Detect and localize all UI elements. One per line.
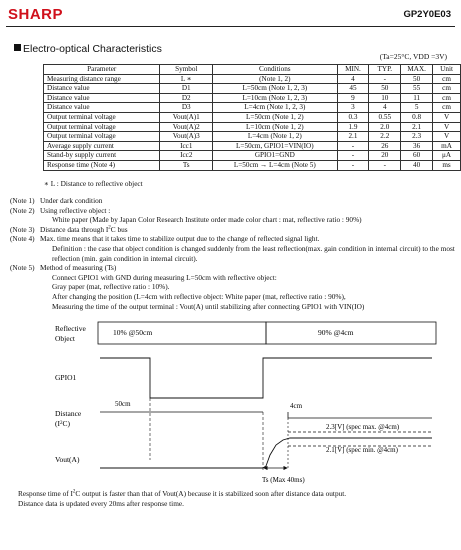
note-text: Method of measuring (Ts) bbox=[40, 263, 117, 273]
table-cell: Output terminal voltage bbox=[44, 122, 160, 132]
table-cell: 1.9 bbox=[337, 122, 369, 132]
part-number: GP2Y0E03 bbox=[403, 9, 451, 20]
note-subtext: Gray paper (mat, reflective ratio : 10%). bbox=[52, 282, 170, 292]
column-header: Parameter bbox=[44, 65, 160, 75]
column-header: MIN. bbox=[337, 65, 369, 75]
table-cell: 2.1 bbox=[337, 132, 369, 142]
superscript: 2 bbox=[60, 420, 63, 426]
table-cell: 20 bbox=[369, 151, 401, 161]
table-cell: Icc2 bbox=[160, 151, 213, 161]
table-cell: L=50cm (Note 1, 2, 3) bbox=[213, 84, 337, 94]
vout-label: Vout(A) bbox=[55, 455, 80, 464]
superscript: 2 bbox=[108, 225, 111, 231]
remark-text: Response time of I bbox=[18, 489, 73, 498]
ts-label: Ts (Max 40ms) bbox=[262, 476, 305, 484]
table-cell: D1 bbox=[160, 84, 213, 94]
distance-4cm-label: 4cm bbox=[290, 402, 303, 410]
table-cell: mA bbox=[433, 141, 461, 151]
remark-text-tail: C output is faster than that of Vout(A) because it is stabilized soon after distance data output. bbox=[75, 489, 347, 498]
reflective-object-label-2: Object bbox=[55, 334, 75, 343]
table-cell: L ∗ bbox=[160, 74, 213, 84]
note-subtext: Connect GPIO1 with GND during measuring L=50cm with reflective object: bbox=[52, 272, 277, 282]
table-cell: L=50cm, GPIO1=VIN(IO) bbox=[213, 141, 337, 151]
table-cell: 3 bbox=[337, 103, 369, 113]
table-cell: V bbox=[433, 132, 461, 142]
column-header: MAX. bbox=[401, 65, 433, 75]
table-cell: GPIO1=GND bbox=[213, 151, 337, 161]
table-cell: 4 bbox=[369, 103, 401, 113]
table-cell: Output terminal voltage bbox=[44, 112, 160, 122]
table-cell: Stand-by supply current bbox=[44, 151, 160, 161]
table-cell: 45 bbox=[337, 84, 369, 94]
table-cell: V bbox=[433, 122, 461, 132]
note-text: Distance data through I bbox=[40, 224, 109, 234]
table-cell: 0.8 bbox=[401, 112, 433, 122]
table-cell: D3 bbox=[160, 103, 213, 113]
table-cell: cm bbox=[433, 103, 461, 113]
table-cell: 60 bbox=[401, 151, 433, 161]
table-cell: 5 bbox=[401, 103, 433, 113]
table-cell: 50 bbox=[401, 74, 433, 84]
table-cell: - bbox=[337, 151, 369, 161]
table-cell: (Note 1, 2) bbox=[213, 74, 337, 84]
object-10pct-label: 10% @50cm bbox=[113, 328, 153, 337]
table-cell: 2.2 bbox=[369, 132, 401, 142]
table-cell: 26 bbox=[369, 141, 401, 151]
note-text: Using reflective object : bbox=[40, 205, 111, 215]
section-title-text: Electro-optical Characteristics bbox=[23, 43, 162, 55]
table-cell: L=50cm (Note 1, 2) bbox=[213, 112, 337, 122]
distance-label-2-post: C) bbox=[62, 419, 70, 428]
note-subtext: Measuring the time of the output terminal : Vout(A) until stabilizing after connecting GPIO1 with VIN(IO) bbox=[52, 301, 365, 311]
table-cell: 4 bbox=[337, 74, 369, 84]
table-cell: 2.0 bbox=[369, 122, 401, 132]
table-cell: 0.55 bbox=[369, 112, 401, 122]
table-cell: 2.3 bbox=[401, 132, 433, 142]
bottom-remarks bbox=[18, 489, 346, 509]
table-footnote: ∗ L : Distance to reflective object bbox=[44, 179, 143, 188]
object-90pct-label: 90% @4cm bbox=[318, 328, 354, 337]
note-label: (Note 3) bbox=[10, 224, 35, 234]
table-cell: Icc1 bbox=[160, 141, 213, 151]
table-cell: - bbox=[369, 160, 401, 170]
table-cell: cm bbox=[433, 84, 461, 94]
distance-label-2 bbox=[55, 419, 71, 428]
table-cell: - bbox=[337, 160, 369, 170]
column-header: Symbol bbox=[160, 65, 213, 75]
table-cell: Ts bbox=[160, 160, 213, 170]
table-cell: V bbox=[433, 112, 461, 122]
table-cell: L=4cm (Note 1, 2) bbox=[213, 132, 337, 142]
test-conditions: (Ta=25°C, VDD =3V) bbox=[379, 52, 447, 61]
distance-4cm-line bbox=[288, 412, 432, 418]
table-cell: 10 bbox=[369, 93, 401, 103]
distance-label-2-pre: (I bbox=[55, 419, 60, 428]
table-cell: μA bbox=[433, 151, 461, 161]
note-label: (Note 4) bbox=[10, 234, 35, 244]
remark-line-2: Distance data is updated every 20ms after response time. bbox=[18, 498, 184, 508]
distance-label: Distance bbox=[55, 409, 82, 418]
gpio1-label: GPIO1 bbox=[55, 373, 77, 382]
table-cell: Distance value bbox=[44, 103, 160, 113]
table-cell: 36 bbox=[401, 141, 433, 151]
table-cell: 50 bbox=[369, 84, 401, 94]
table-cell: L=50cm → L=4cm (Note 5) bbox=[213, 160, 337, 170]
spec-min-label: 2.1[V] (spec min. @4cm) bbox=[326, 446, 398, 454]
remark-line-1 bbox=[18, 489, 346, 499]
table-cell: 11 bbox=[401, 93, 433, 103]
column-header: TYP. bbox=[369, 65, 401, 75]
table-cell: 40 bbox=[401, 160, 433, 170]
column-header: Conditions bbox=[213, 65, 337, 75]
spec-max-label: 2.3[V] (spec max. @4cm) bbox=[326, 423, 400, 431]
table-cell: - bbox=[369, 74, 401, 84]
note-text: Under dark condition bbox=[40, 196, 103, 205]
distance-50cm-label: 50cm bbox=[115, 400, 131, 408]
table-cell: Response time (Note 4) bbox=[44, 160, 160, 170]
table-cell: Distance value bbox=[44, 93, 160, 103]
note-text-tail: C bus bbox=[110, 224, 128, 234]
table-cell: Output terminal voltage bbox=[44, 132, 160, 142]
table-cell: L=4cm (Note 1, 2, 3) bbox=[213, 103, 337, 113]
reflective-object-label: Reflective bbox=[55, 324, 86, 333]
superscript: 2 bbox=[72, 489, 76, 495]
table-cell: - bbox=[337, 141, 369, 151]
table-cell: ms bbox=[433, 160, 461, 170]
note-label: (Note 1) bbox=[10, 196, 35, 205]
table-cell: Vout(A)1 bbox=[160, 112, 213, 122]
note-subtext: Definition : the case that object condition is changed suddenly from the least reflection(max. gain condition in internal circuit) to the most reflection (min. gain condition in internal circuit). bbox=[52, 243, 455, 263]
table-cell: Measuring distance range bbox=[44, 74, 160, 84]
table-cell: D2 bbox=[160, 93, 213, 103]
column-header: Unit bbox=[433, 65, 461, 75]
table-cell: Distance value bbox=[44, 84, 160, 94]
table-cell: cm bbox=[433, 93, 461, 103]
note-label: (Note 2) bbox=[10, 205, 35, 215]
table-cell: 9 bbox=[337, 93, 369, 103]
gpio1-waveform bbox=[100, 358, 432, 398]
table-cell: Vout(A)2 bbox=[160, 122, 213, 132]
table-cell: Average supply current bbox=[44, 141, 160, 151]
table-cell: L=10cm (Note 1, 2) bbox=[213, 122, 337, 132]
note-text: Max. time means that it takes time to stabilize output due to the change of reflected signal light. bbox=[40, 234, 320, 244]
sharp-logo: SHARP bbox=[8, 6, 64, 23]
table-cell: 55 bbox=[401, 84, 433, 94]
table-cell: L=10cm (Note 1, 2, 3) bbox=[213, 93, 337, 103]
note-subtext: After changing the position (L=4cm with reflective object: White paper (mat, reflective ratio : 90%), bbox=[52, 291, 346, 301]
table-cell: 2.1 bbox=[401, 122, 433, 132]
note-label: (Note 5) bbox=[10, 263, 35, 273]
table-cell: Vout(A)3 bbox=[160, 132, 213, 142]
table-cell: 0.3 bbox=[337, 112, 369, 122]
note-subtext: White paper (Made by Japan Color Research Institute order made color chart : mat, reflective ratio : 90%) bbox=[52, 215, 362, 225]
table-cell: cm bbox=[433, 74, 461, 84]
